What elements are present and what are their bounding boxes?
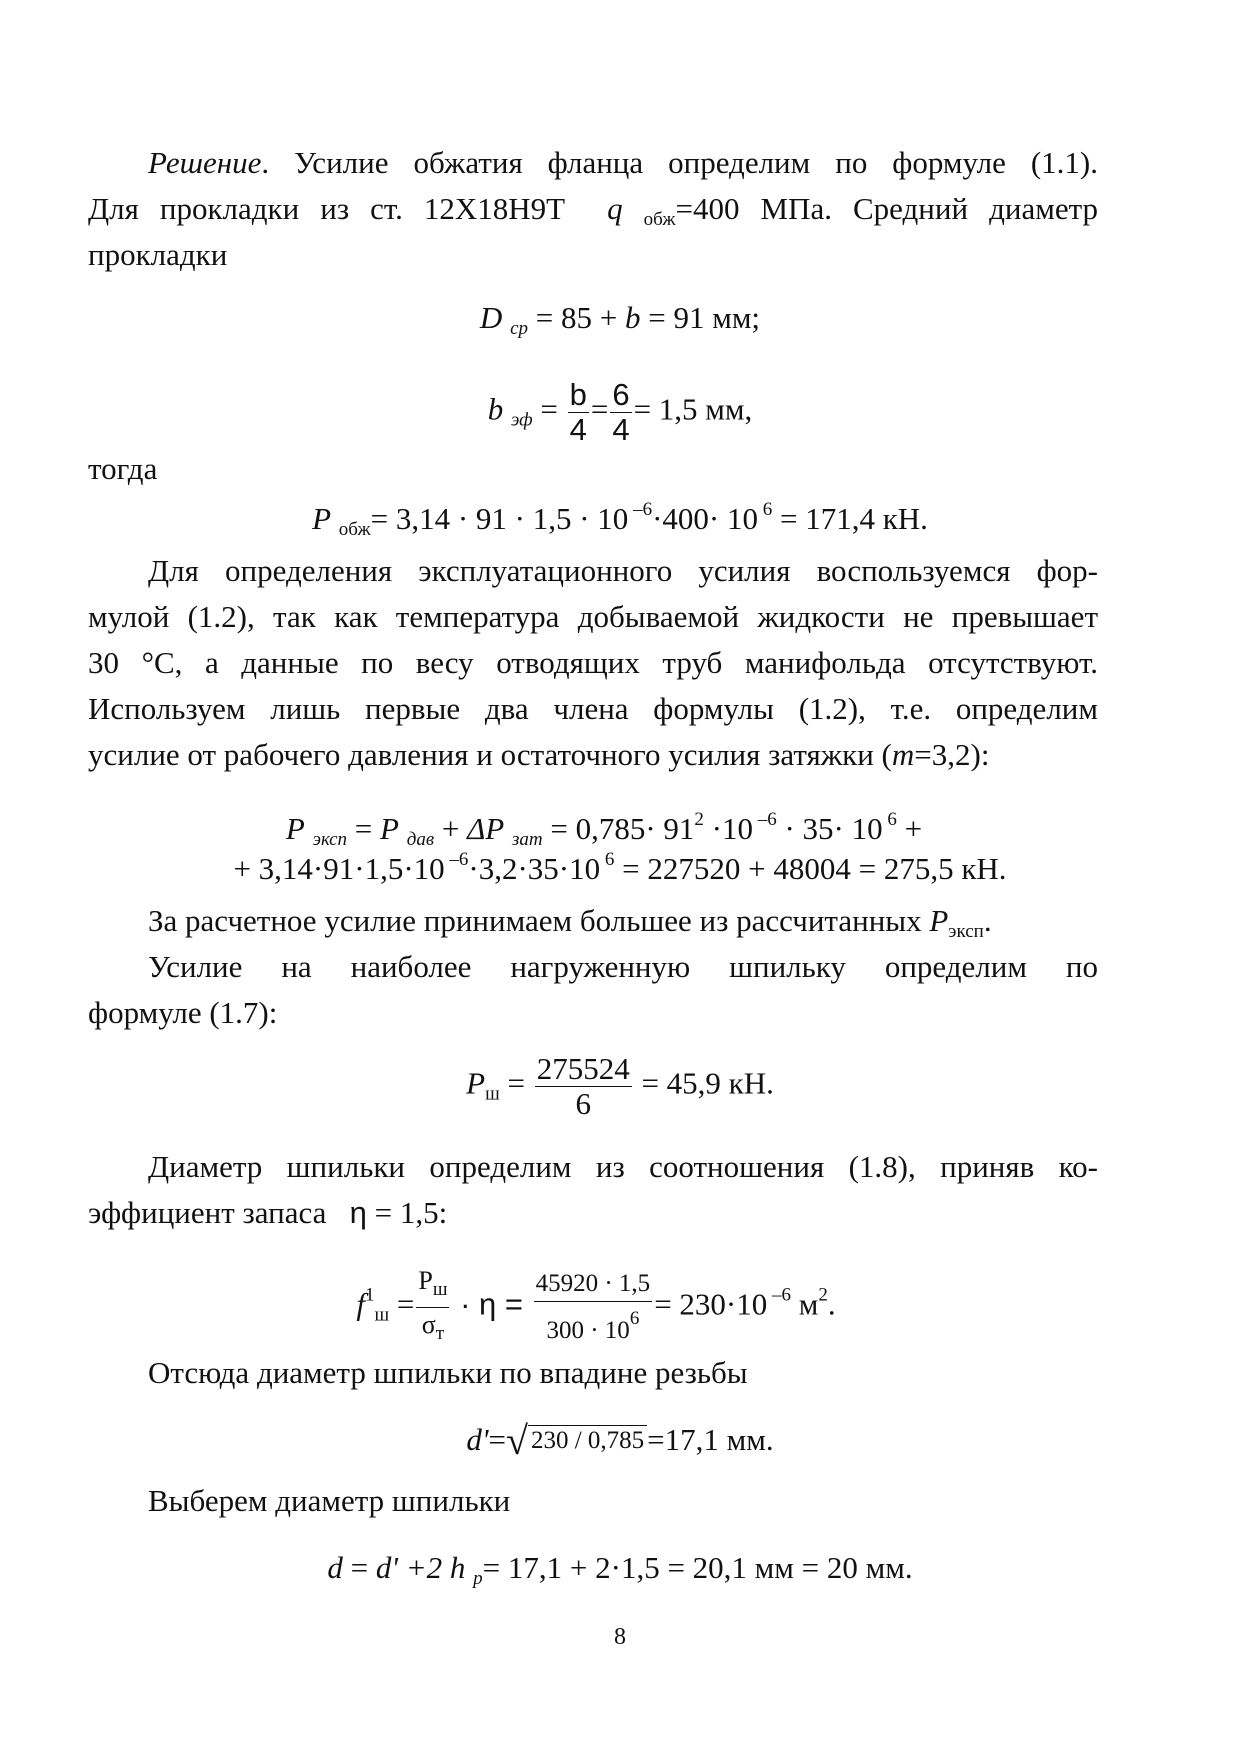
equation-mean-diameter: D $_{ср}$ = 85 + b = 91 мм; — [479, 300, 761, 339]
equation-compression-force: P $_{обж}$= 3,14 · 91 · 1,5 · 10 $^{-6}$·400· 10 $^6$ = 171,4 кН. — [312, 499, 928, 540]
paragraph-solution-line2: Для прокладки из ст. 12Х18Н9Т q $_{обж}$=400 МПа. Средний диаметр — [88, 191, 1099, 230]
paragraph-stud-force-line1: Усилие на наиболее нагруженную шпильку определим по — [148, 949, 1098, 984]
equation-effective-width: b $_{эф}$ = $\frac{b}{4}$ = $\frac{6}{4}$ = 1,5 мм, — [487, 377, 753, 447]
fraction-b-over-4: $\frac{b}{4}$ — [569, 377, 587, 447]
paragraph-operating-line4: Используем лишь первые два члена формулы (1.2), т.е. определим — [88, 691, 1098, 726]
equation-stud-diameter: d = d' +2 h $_р$= 17,1 + 2·1,5 = 20,1 мм = 20 мм. — [327, 1550, 913, 1589]
equation-operating-force-line1: P $_{эксп}$ = P $_{дав}$ + ΔP $_{зат} = 0,785\cdot 91^2 \cdot 10$ $^{-6}$ · 35· 10 $^6$ + — [285, 809, 923, 850]
paragraph-stud-force-line2: формуле (1.7): — [88, 995, 278, 1030]
paragraph-operating-line2: мулой (1.2), так как температура добываемой жидкости не превышает — [88, 599, 1098, 634]
radical-sign: √ — [506, 1418, 528, 1463]
paragraph-operating-line5: усилие от рабочего давления и остаточного усилия затяжки (m=3,2): — [88, 737, 990, 772]
fraction-6-over-4: $\frac{6}{4}$ — [612, 377, 630, 447]
solution-label: Решение — [148, 145, 262, 180]
paragraph-root-diameter: Отсюда диаметр шпильки по впадине резьбы — [148, 1355, 748, 1390]
page-number: 8 — [614, 1624, 626, 1650]
q-symbol: q — [607, 191, 623, 226]
paragraph-stud-diameter-line1: Диаметр шпильки определим из соотношения (1.8), приняв ко- — [148, 1149, 1098, 1184]
equation-root-diameter: d'=√ 230 / 0,785=17,1 мм. — [466, 1418, 774, 1463]
paragraph-design-force: За расчетное усилие принимаем большее из рассчитанных $P_{эксп}$. — [148, 903, 992, 942]
equation-operating-force-line2: + 3,14·91·1,5·10 $^{-6}$·3,2·35·10 $^6$ = 227520 + 48004 = 275,5 кН. — [233, 849, 1007, 886]
fraction-numeric-area: $\frac{45920 \cdot 1,5}{300 \cdot 10^6}$ — [534, 1267, 653, 1348]
word-togda: тогда — [88, 451, 158, 486]
paragraph-select-diameter: Выберем диаметр шпильки — [148, 1483, 511, 1518]
equation-stud-area: $f^1_ш$ = $\frac{P_ш}{\sigma_т}$ · η = $\frac{45920 \cdot 1,5}{300 \cdot 10^6}$ = 230·10 $^{-6}$ $м^2$. — [0, 1264, 1216, 1351]
paragraph-operating-line3: 30 °С, а данные по весу отводящих труб манифольда отсутствуют. — [88, 645, 1098, 680]
paragraph-solution-line3: прокладки — [88, 237, 228, 272]
fraction-load-over-yield: $\frac{P_ш}{\sigma_т}$ — [418, 1266, 448, 1344]
equation-stud-force: $P_ш$ = $\frac{275524}{6}$ = 45,9 кН. — [466, 1051, 774, 1121]
paragraph-operating-line1: Для определения эксплуатационного усилия воспользуемся фор- — [148, 553, 1098, 588]
paragraph-solution-line1: Решение. Усилие обжатия фланца определим по формуле (1.1). — [148, 145, 1098, 180]
fraction-force-over-studs: $\frac{275524}{6}$ — [536, 1051, 630, 1121]
paragraph-stud-diameter-line2: эффициент запаса η = 1,5: — [88, 1195, 448, 1230]
